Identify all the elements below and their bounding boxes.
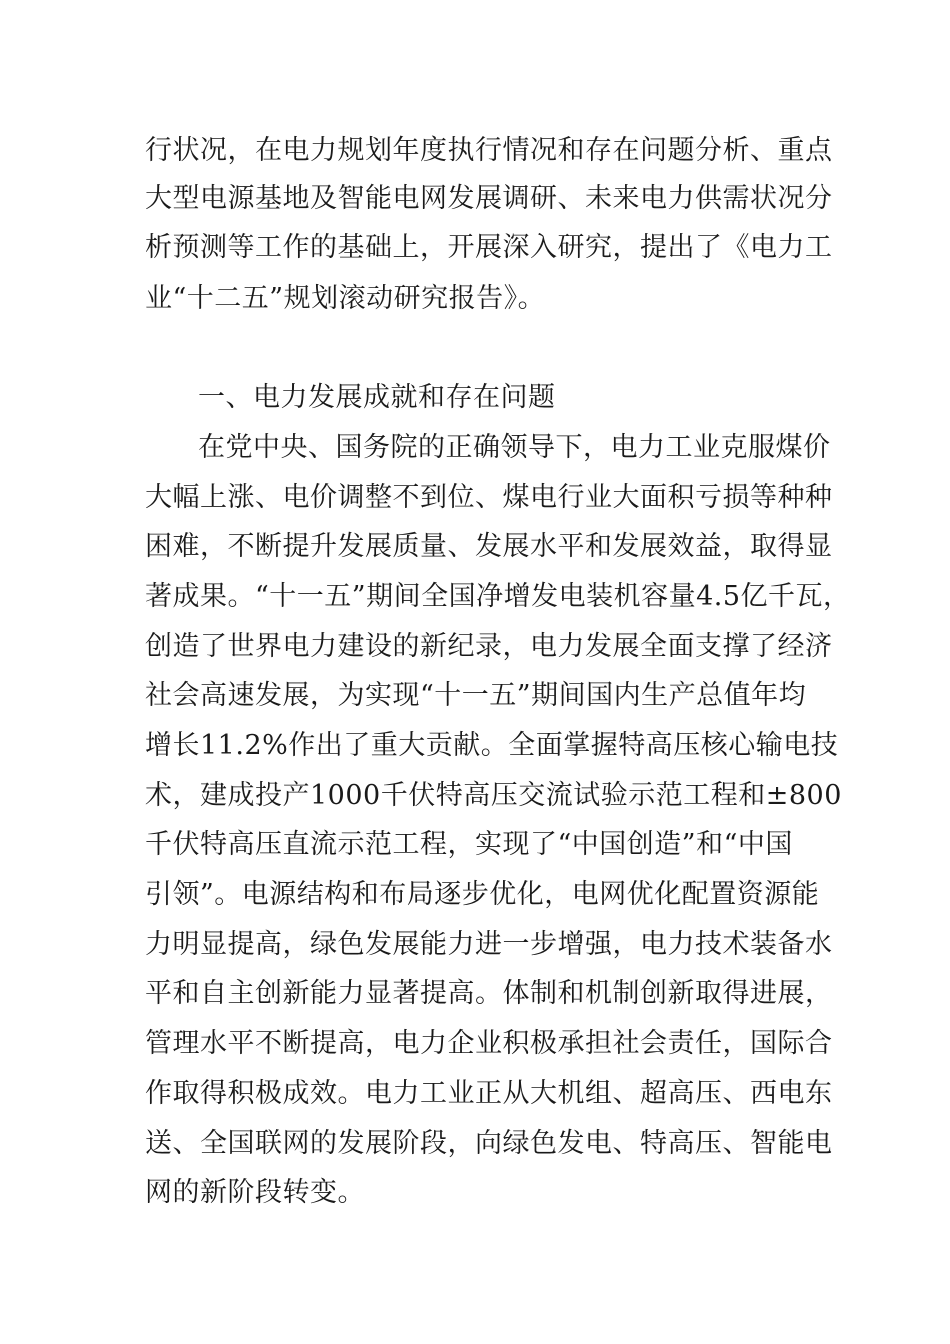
- body-line: 在党中央、国务院的正确领导下，电力工业克服煤价: [198, 432, 831, 463]
- body-line: 增长11.2%作出了重大贡献。全面掌握特高压核心输电技: [145, 730, 839, 761]
- body-line: 创造了世界电力建设的新纪录，电力发展全面支撑了经济: [145, 631, 833, 662]
- body-line: 著成果。“十一五”期间全国净增发电装机容量4.5亿千瓦，: [145, 581, 851, 612]
- intro-line: 行状况，在电力规划年度执行情况和存在问题分析、重点: [145, 135, 833, 166]
- body-line: 管理水平不断提高，电力企业积极承担社会责任，国际合: [145, 1028, 833, 1059]
- body-line: 社会高速发展，为实现“十一五”期间国内生产总值年均: [145, 680, 807, 711]
- body-line: 术，建成投产1000千伏特高压交流试验示范工程和±800: [145, 780, 842, 811]
- intro-line: 大型电源基地及智能电网发展调研、未来电力供需状况分: [145, 183, 833, 214]
- intro-line: 业“十二五”规划滚动研究报告》。: [145, 283, 546, 314]
- body-line: 作取得积极成效。电力工业正从大机组、超高压、西电东: [145, 1078, 833, 1109]
- section-heading: 一、电力发展成就和存在问题: [198, 382, 556, 413]
- intro-line: 析预测等工作的基础上，开展深入研究，提出了《电力工: [145, 232, 833, 263]
- body-line: 平和自主创新能力显著提高。体制和机制创新取得进展，: [145, 978, 833, 1009]
- body-line: 网的新阶段转变。: [145, 1177, 365, 1208]
- body-line: 困难，不断提升发展质量、发展水平和发展效益，取得显: [145, 531, 833, 562]
- body-line: 送、全国联网的发展阶段，向绿色发电、特高压、智能电: [145, 1128, 833, 1159]
- body-line: 大幅上涨、电价调整不到位、煤电行业大面积亏损等种种: [145, 482, 833, 513]
- body-line: 千伏特高压直流示范工程，实现了“中国创造”和“中国: [145, 829, 793, 860]
- body-line: 引领”。电源结构和布局逐步优化，电网优化配置资源能: [145, 879, 820, 910]
- body-line: 力明显提高，绿色发展能力进一步增强，电力技术装备水: [145, 929, 833, 960]
